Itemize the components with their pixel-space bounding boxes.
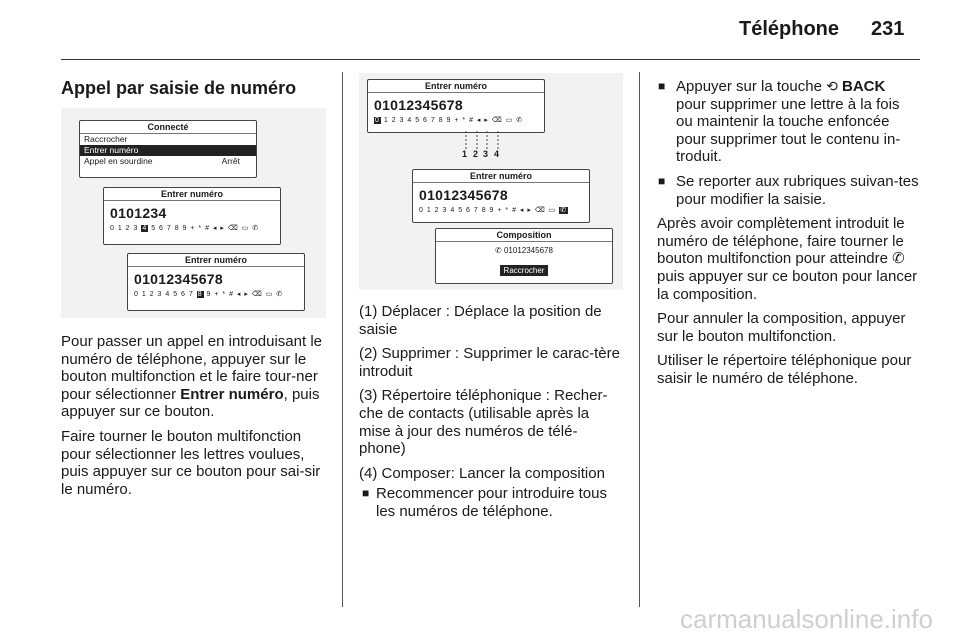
hangup-button: Raccrocher <box>500 265 549 276</box>
paragraph: Utiliser le répertoire téléphonique pour saisir le numéro de téléphone. <box>657 352 912 387</box>
digit-highlight: 0 <box>375 117 380 124</box>
paragraph <box>657 215 920 303</box>
callout-label-3: 3 <box>483 149 489 159</box>
text: Après avoir complètement introduit le numéro de téléphone, faire tourner le bouton multifonction pour atteindre <box>657 215 905 268</box>
section-title: Appel par saisie de numéro <box>61 78 297 98</box>
digit-highlight: 4 <box>142 225 148 232</box>
left-column-text <box>61 333 326 505</box>
paragraph: Pour annuler la composition, appuyer sur le bouton multifonction. <box>657 310 906 345</box>
menu-item-selected: Entrer numéro <box>80 145 256 156</box>
bullet-item: ■ Recommencer pour introduire tous les numéros de téléphone. <box>359 485 624 520</box>
figure-middle <box>359 73 623 290</box>
figure-left <box>61 108 326 318</box>
column-divider-2 <box>639 72 640 607</box>
phone-icon: ✆ <box>892 250 905 268</box>
text: puis appuyer sur ce bouton pour lancer la composition. <box>657 267 918 303</box>
screen-title: Composition <box>436 229 612 242</box>
corner-label: Arrêt <box>221 156 240 166</box>
digits: 0 1 2 3 4 5 6 7 <box>134 291 197 298</box>
middle-column-text <box>359 303 624 528</box>
legend-item-4: (4) Composer: Lancer la composition <box>359 464 605 482</box>
entered-number: 01012345678 <box>374 97 463 113</box>
digits: 0 1 2 3 <box>110 225 142 232</box>
screen-entrer-numero-2 <box>127 253 305 311</box>
screen-title: Entrer numéro <box>368 80 544 93</box>
digit-row <box>413 203 589 214</box>
hangup-row <box>436 255 612 278</box>
digits: 9 + * # ◂ ▸ ⌫ ▭ ✆ <box>203 291 284 298</box>
text: , puis appuyer sur ce bouton. <box>61 385 320 421</box>
menu-item-label: Appel en sourdine <box>84 156 153 166</box>
text: Appuyer sur la touche <box>676 78 827 95</box>
screen-connecte <box>79 120 257 178</box>
header-rule <box>61 59 920 60</box>
entered-number: 0101234 <box>110 205 167 221</box>
screen-composition <box>435 228 613 284</box>
digit-row <box>104 221 280 232</box>
bullet-item <box>657 78 920 166</box>
entered-number: 01012345678 <box>134 271 223 287</box>
screen-title: Entrer numéro <box>413 170 589 183</box>
callout-label-2: 2 <box>473 149 479 159</box>
menu-item: Raccrocher <box>84 134 128 144</box>
screen-title: Entrer numéro <box>104 188 280 201</box>
bullet-item: ■ Se reporter aux rubriques suivan-tes pour modifier la saisie. <box>657 173 920 208</box>
screen-entrer-numero-b <box>412 169 590 223</box>
page-number: 231 <box>871 18 905 40</box>
screen-entrer-numero-1 <box>103 187 281 245</box>
text: Pour passer un appel en introduisant le numéro de téléphone, appuyer sur le bouton multifonction et le faire tour-ner pour sélectionner <box>61 333 323 403</box>
paragraph <box>61 333 326 421</box>
digit-highlight: 8 <box>197 291 203 298</box>
page-header-title: Téléphone <box>739 18 840 40</box>
digits: 5 6 7 8 9 + * # ◂ ▸ ⌫ ▭ ✆ <box>148 225 260 232</box>
right-column-text <box>657 78 920 395</box>
digit-highlight: ✆ <box>560 207 568 214</box>
digits: 1 2 3 4 5 6 7 8 9 + * # ◂ ▸ ⌫ ▭ ✆ <box>380 117 524 124</box>
column-divider-1 <box>342 72 343 607</box>
paragraph: Faire tourner le bouton multifonction pour sélectionner les lettres voulues, puis appuyer sur ce bouton pour sai-sir le numéro. <box>61 427 321 498</box>
watermark: carmanualsonline.info <box>680 604 933 634</box>
back-icon: ⟲ <box>826 78 838 94</box>
dialing-number: 01012345678 <box>503 246 553 255</box>
menu-item <box>80 156 256 167</box>
digits: 0 1 2 3 4 5 6 7 8 9 + * # ◂ ▸ ⌫ ▭ <box>419 207 560 214</box>
legend-item-3: (3) Répertoire téléphonique : Recher-che de contacts (utilisable après la mise à jour des numéros de télé-phone) <box>359 387 608 458</box>
phone-icon: ✆ <box>495 246 504 255</box>
text: pour supprimer une lettre à la fois ou maintenir la touche enfoncée pour supprimer tout le contenu in-troduit. <box>676 95 901 166</box>
callout-lines <box>359 73 623 168</box>
callout-label-4: 4 <box>494 149 500 159</box>
legend-item-2: (2) Supprimer : Supprimer le carac-tère introduit <box>359 345 620 380</box>
bold-text: Entrer numéro <box>180 385 284 403</box>
entered-number: 01012345678 <box>419 187 508 203</box>
bold-text: BACK <box>842 78 886 95</box>
screen-title: Entrer numéro <box>128 254 304 267</box>
legend-item-1: (1) Déplacer : Déplace la position de saisie <box>359 303 602 338</box>
screen-title: Connecté <box>80 121 256 134</box>
callout-label-1: 1 <box>462 149 468 159</box>
digit-row <box>128 287 304 298</box>
dialing-number-row <box>436 242 612 255</box>
